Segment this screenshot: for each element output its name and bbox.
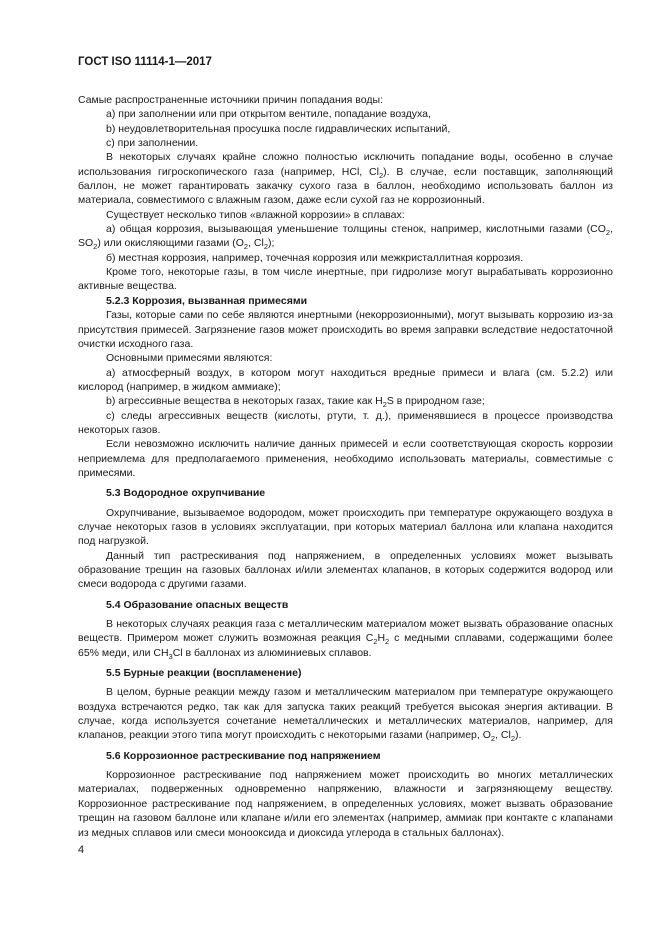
paragraph: Существует несколько типов «влажной коррозии» в сплавах: xyxy=(106,208,405,221)
paragraph: Основными примесями являются: xyxy=(106,352,273,365)
paragraph: В целом, бурные реакции между газом и металлическим материалом при температуре окружающего воздуха встречаются редко, так как для запуска таких реакций требуется высокая энергия активации. В случае, когда используется сочетание неметаллических и металлических материалов, например, для клапанов, реакции этого типа могут происходить с некоторыми газами (например, $O_2$, $Cl_2$). xyxy=(78,686,613,744)
paragraph: Данный тип растрескивания под напряжением, в определенных условиях может вызывать образование трещин на газовых баллонах и/или элементах клапанов, в которых содержится водород или смеси водорода с другими газами. xyxy=(78,549,613,591)
section-heading: 5.3 Водородное охрупчивание xyxy=(106,487,266,500)
paragraph: В некоторых случаях крайне сложно полностью исключить попадание воды, особенно в случае использования гигроскопического газа (например, HCl, $Cl_2$). В случае, если поставщик, заполняющий баллон, не может гарантировать закачку сухого газа в баллон, необходимо использовать баллон из материала, совместимого с влажным газом, даже если сухой газ не коррозионный. xyxy=(78,151,613,207)
document-header: ГОСТ ISO 11114-1—2017 xyxy=(78,56,212,68)
paragraph: Самые распространенные источники причин попадания воды: xyxy=(78,94,383,106)
paragraph: a) при заполнении или при открытом вентиле, попадание воздуха, xyxy=(106,108,431,121)
paragraph: б) местная коррозия, например, точечная коррозия или межкристаллитная коррозия. xyxy=(106,251,524,264)
section-heading: 5.4 Образование опасных веществ xyxy=(106,598,289,611)
paragraph: Охрупчивание, вызываемое водородом, может происходить при температуре окружающего воздуха в случае некоторых газов в условиях эксплуатации, при которых материал баллона или клапана находится под нагрузкой. xyxy=(78,506,613,548)
paragraph: b) неудовлетворительная просушка после гидравлических испытаний, xyxy=(106,122,451,135)
paragraph: c) следы агрессивных веществ (кислоты, ртути, т. д.), применявшиеся в процессе производства некоторых газов. xyxy=(78,409,613,436)
paragraph: Газы, которые сами по себе являются инертными (некоррозионными), могут вызывать коррозию из-за присутствия примесей. Загрязнение газов может происходить во время заправки вследствие недостаточной очистки исходного газа. xyxy=(78,309,613,350)
section-heading: 5.5 Бурные реакции (воспламенение) xyxy=(106,667,302,680)
section-heading: 5.6 Коррозионное растрескивание под напряжением xyxy=(106,749,381,762)
paragraph: Коррозионное растрескивание под напряжением может происходить во многих металлических материалах, подверженных одновременно напряжению, влажности и загрязняющему веществу. Коррозионное растрескивание под напряжением, в определенных условиях, может вызвать образование трещин на газовом баллоне или клапане и/или его элементах (например, аммиак при контакте с клапанами из медных сплавов или смеси монооксида и диоксида углерода в стальных баллонах). xyxy=(78,769,613,839)
paragraph: a) атмосферный воздух, в котором могут находиться вредные примеси и влага (см. 5.2.2) или кислород (например, в жидком аммиаке); xyxy=(78,366,613,393)
paragraph: В некоторых случаях реакция газа с металлическим материалом может вызвать образование опасных веществ. Примером может служить возможная реакция $C_2H_2$ с медными сплавами, содержащими более 65% меди, или $CH_3Cl$ в баллонах из алюминиевых сплавов. xyxy=(78,618,613,661)
paragraph: Если невозможно исключить наличие данных примесей и если соответствующая скорость коррозии неприемлема для предполагаемого применения, необходимо использовать материалы, совместимые с примесями. xyxy=(78,438,613,479)
section-heading: 5.2.3 Коррозия, вызванная примесями xyxy=(106,294,308,307)
document-body xyxy=(78,93,613,840)
paragraph: Кроме того, некоторые газы, в том числе инертные, при гидролизе могут вырабатывать коррозионно активные вещества. xyxy=(78,266,613,293)
paragraph: c) при заполнении. xyxy=(106,137,199,150)
paragraph: b) агрессивные вещества в некоторых газах, такие как $H_2S$ в природном газе; xyxy=(106,395,485,410)
paragraph: a) общая коррозия, вызывающая уменьшение толщины стенок, например, кислотными газами ($CO_2$, $SO_2$) или окисляющими газами ($O_2$, $Cl_2$); xyxy=(78,223,613,252)
page-number: 4 xyxy=(78,844,85,856)
